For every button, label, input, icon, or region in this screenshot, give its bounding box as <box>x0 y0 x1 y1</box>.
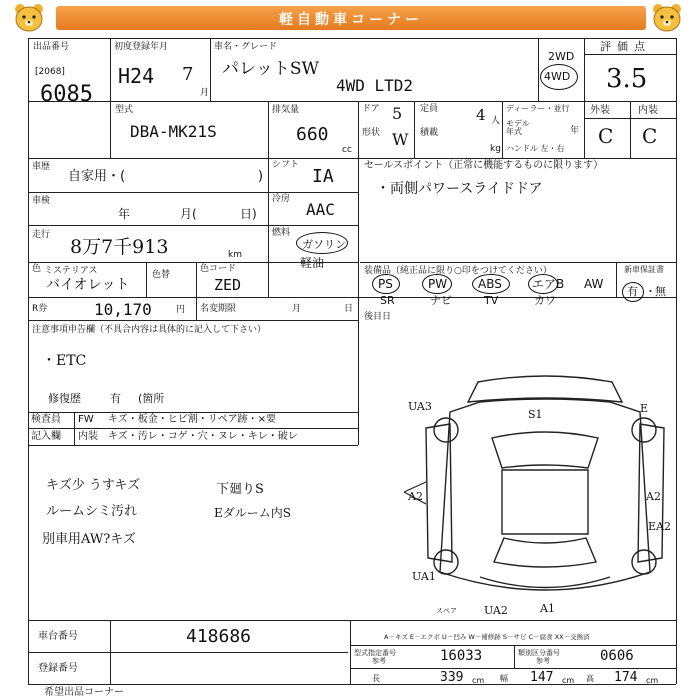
mileage-label: 走行 <box>32 230 51 240</box>
class-code-label: 類別区分番号 <box>518 649 560 657</box>
notes-value: ・ETC <box>42 353 87 369</box>
equipment-leather: カワ <box>534 294 556 307</box>
fuel-label: 燃料 <box>272 228 291 238</box>
equipment-abs: ABS <box>478 277 502 291</box>
equipment-aw: AW <box>584 277 604 291</box>
mark-s1: S1 <box>528 408 543 421</box>
equipment-pw-circle <box>422 274 452 294</box>
mileage-value: 8万7千913 <box>70 236 169 258</box>
shape-label: 形状 <box>362 128 381 138</box>
name-change-month: 月 <box>292 304 302 314</box>
fuel-gas: ガソリン <box>302 238 346 251</box>
rear-seat-label: 後目日 <box>364 312 392 322</box>
ac-label: 冷房 <box>272 194 291 204</box>
equipment-label: 装備品（純正品に限り○印をつけてください） <box>364 266 552 276</box>
equipment-tv: TV <box>484 294 499 307</box>
mark-a2-right: A2 <box>646 490 661 503</box>
score-value: 3.5 <box>606 64 648 94</box>
bottom-label: 希望出品コーナー <box>44 687 124 698</box>
grade: 4WD LTD2 <box>336 76 414 95</box>
fuel-diesel: 軽油 <box>300 256 325 270</box>
height-unit: cm <box>646 676 659 685</box>
banner <box>0 0 700 34</box>
mark-a2-left: A2 <box>408 490 423 503</box>
color-code-label: 色コード <box>200 264 237 274</box>
color-label: 色 <box>32 264 42 274</box>
inspection-month: 月( <box>180 207 197 221</box>
inspector-row1: キズ・板金・ヒビ割・リペア跡・×要 <box>108 414 276 425</box>
name-change-day: 日 <box>344 304 354 314</box>
sales-label: セールスポイント（正常に機能するものに限ります） <box>364 160 604 171</box>
regno-label: 登録番号 <box>38 663 78 674</box>
equipment-ps-circle <box>372 274 400 294</box>
equipment-pw: PW <box>428 277 448 291</box>
dealer-label: ディーラー・並行 <box>506 104 570 113</box>
handwritten-line-2: ルームシミ汚れ <box>46 504 138 519</box>
ac-value: AAC <box>306 200 335 219</box>
model-label: 車名・グレード <box>214 42 278 52</box>
bear-mascot-icon <box>12 2 46 32</box>
inspector-row1-prefix: FW <box>78 414 94 425</box>
reg-year: H24 <box>118 64 155 88</box>
shift-value: IA <box>312 166 334 187</box>
width-unit: cm <box>562 676 575 685</box>
year-unit: 年 <box>570 126 580 136</box>
reg-label: 初度登録年月 <box>114 42 169 52</box>
color-name-small: ミステリアス <box>44 266 98 276</box>
shift-label: シフト <box>272 160 300 170</box>
name-change-label: 名変期限 <box>200 304 237 314</box>
banner-bar <box>56 6 646 30</box>
banner-title: 軽自動車コーナー <box>279 12 423 28</box>
inspection-day: 日) <box>240 207 257 221</box>
history-value: 自家用・( <box>68 169 126 184</box>
cc-value: 660 <box>296 124 329 145</box>
spare-label: スペア <box>436 607 457 615</box>
load-label: 積載 <box>420 128 439 138</box>
inspector-label-1: 検査員 <box>31 414 61 425</box>
equipment-airbag-circle <box>528 274 558 294</box>
equipment-navi: ナビ <box>430 294 452 307</box>
width-label: 幅 <box>500 674 508 683</box>
history-label: 車歴 <box>32 162 51 172</box>
exterior-label: 外装 <box>590 105 610 116</box>
inspection-year: 年 <box>118 207 131 221</box>
mark-ua2: UA2 <box>484 604 508 617</box>
type-label: 型式 <box>115 105 134 115</box>
cc-unit: cc <box>342 145 352 155</box>
height-value: 174 <box>614 670 638 685</box>
equipment-abs-circle <box>472 274 510 294</box>
type-value: DBA-MK21S <box>130 122 217 141</box>
equipment-ps: PS <box>378 277 393 291</box>
mark-ua1: UA1 <box>412 570 436 583</box>
recycle-value: 10,170 <box>94 300 152 319</box>
handwritten-line-5: Eダルーム内S <box>214 506 291 520</box>
inspector-row2-prefix: 内装 <box>78 431 98 442</box>
mark-ea2: EA2 <box>648 520 671 533</box>
equipment-airbag: エアB <box>532 277 565 291</box>
model-name: パレットSW <box>222 59 319 79</box>
score-label: 評価点 <box>600 40 651 53</box>
handwritten-line-4: 下廻りS <box>216 482 264 497</box>
length-value: 339 <box>440 670 464 685</box>
door-value: 5 <box>392 104 403 123</box>
lot-number: 6085 <box>40 82 93 107</box>
exterior-value: C <box>598 124 614 148</box>
chassis-label: 車台番号 <box>38 631 78 642</box>
new-car-sep: ・ <box>645 285 656 298</box>
inspector-label-2: 記入欄 <box>31 431 61 442</box>
class-code-sub: 参考 <box>536 657 550 665</box>
length-label: 長 <box>372 674 380 683</box>
new-car-label: 新車保証書 <box>624 265 664 274</box>
width-value: 147 <box>530 670 554 685</box>
mark-ua3: UA3 <box>408 400 432 413</box>
mark-a1: A1 <box>540 602 555 615</box>
equipment-sr: SR <box>380 294 395 307</box>
lot-label: 出品番号 <box>33 42 70 52</box>
notes-label: 注意事項申告欄（不具合内容は具体的に記入して下さい） <box>32 325 267 335</box>
new-car-no: 無 <box>655 285 666 298</box>
length-unit: cm <box>472 676 485 685</box>
color-value: バイオレット <box>46 277 130 293</box>
inspector-row2: キズ・汚レ・コゲ・穴・ヌレ・キレ・破レ <box>108 431 298 442</box>
interior-value: C <box>642 124 658 148</box>
load-unit: kg <box>490 144 501 154</box>
handwritten-line-3: 別車用AW?キズ <box>42 532 136 547</box>
repair-label: 修復歴 <box>48 392 81 405</box>
history-close: ) <box>258 169 264 184</box>
model-year-label: モデル年式 <box>506 119 530 136</box>
sales-value: ・両側パワースライドドア <box>376 181 543 197</box>
mileage-unit: km <box>228 250 242 260</box>
height-label: 高 <box>586 674 594 683</box>
color-code: ZED <box>214 276 242 294</box>
interior-label: 内装 <box>638 105 658 116</box>
class-code: 0606 <box>600 648 634 664</box>
cc-label: 排気量 <box>272 105 300 115</box>
drive-label: 2WD <box>548 50 575 63</box>
repair-value: 有 <box>110 392 121 405</box>
model-code-sub: 参考 <box>372 657 386 665</box>
reg-month: 7 <box>182 64 194 85</box>
legend: A－キズ E－エクボ U－凹み W－補修跡 S－サビ C－腐食 XX－交換済 <box>384 633 590 641</box>
recycle-label: R券 <box>32 304 48 314</box>
capacity-value: 4 <box>476 106 486 124</box>
door-label: ドア <box>362 104 380 114</box>
model-code-label: 型式指定番号 <box>354 649 396 657</box>
lot-sub: [2068] <box>35 67 65 77</box>
capacity-unit: 人 <box>491 116 501 126</box>
bear-mascot-icon <box>650 2 684 32</box>
handle-label: ハンドル 左・右 <box>506 144 565 153</box>
model-code: 16033 <box>440 648 483 664</box>
color-change-label: 色替 <box>152 270 171 280</box>
mark-e: E <box>640 402 649 415</box>
reg-month-unit: 月 <box>200 88 210 98</box>
shape-value: W <box>392 130 409 149</box>
repair-place: (箇所 <box>138 392 165 405</box>
drive-value: 4WD <box>544 70 571 83</box>
new-car-yes: 有 <box>627 285 638 298</box>
handwritten-line-1: キズ少 うすキズ <box>46 478 141 493</box>
chassis-value: 418686 <box>186 626 252 647</box>
recycle-unit: 円 <box>176 305 186 315</box>
inspection-label: 車検 <box>32 196 51 206</box>
capacity-label: 定員 <box>420 104 439 114</box>
